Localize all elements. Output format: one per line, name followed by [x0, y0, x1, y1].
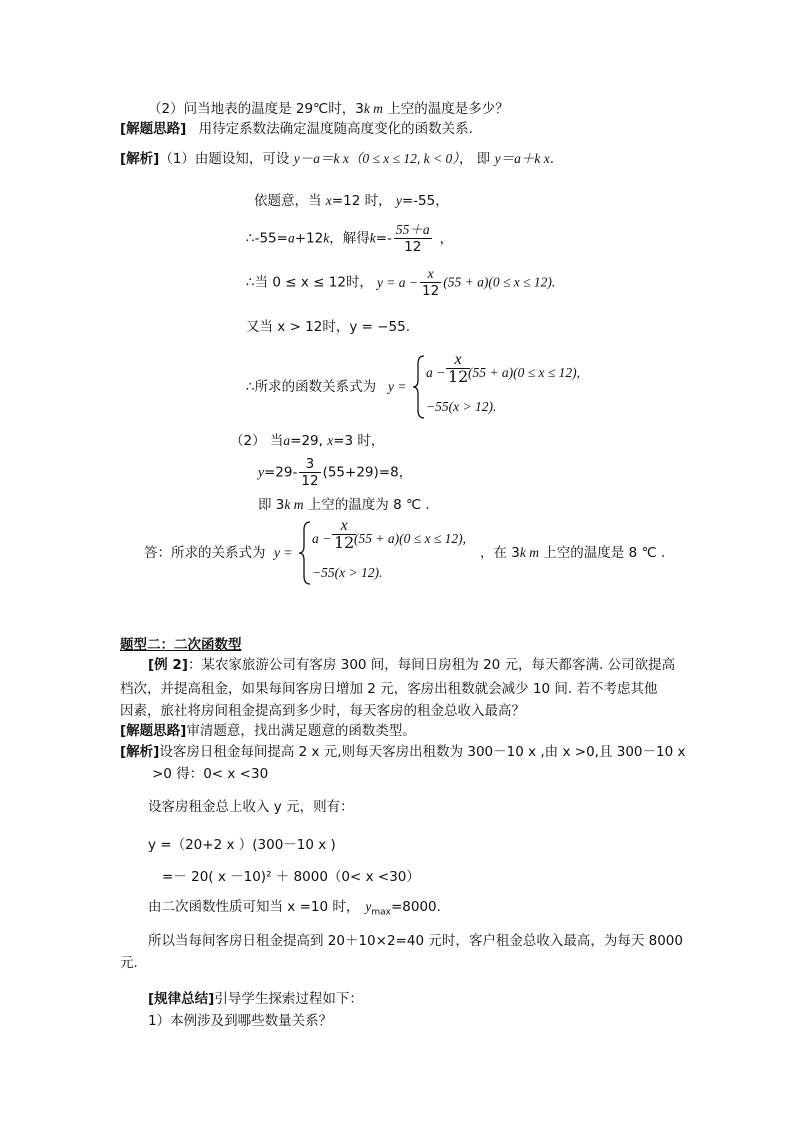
var-a: a [287, 230, 295, 246]
fraction-3-12-num: 3 [299, 456, 320, 473]
part-2-line [230, 432, 384, 450]
solution-intro: （1）由题设知，可设 [159, 151, 294, 167]
y-max-subscript: max [371, 907, 391, 918]
idea-line [120, 120, 473, 138]
solution-expr-1: y－a＝k x（0 ≤ x ≤ 12, k < 0） [293, 151, 459, 166]
answer-block [144, 517, 684, 588]
summary-label: [规律总结] [148, 991, 215, 1007]
summary-text: 引导学生探索过程如下： [214, 991, 363, 1007]
answer-row2: −55(x > 12). [312, 565, 383, 580]
idea-2-line [120, 722, 416, 740]
part-2-calc [258, 456, 412, 489]
part-2-result-km: k m [284, 497, 304, 512]
step-4 [246, 318, 410, 336]
step-1-b: =-55， [401, 193, 449, 209]
part-2-mid: =29, [290, 433, 328, 449]
summary-line [148, 990, 363, 1008]
step-1 [254, 192, 449, 210]
step-3-pre: ∴当 0 ≤ x ≤ 12时， [246, 274, 373, 291]
answer-num: x [332, 518, 356, 535]
piecewise-1-row1-b: (55 + a)(0 ≤ x ≤ 12), [468, 365, 581, 380]
var-y: y [395, 193, 402, 208]
fraction-3-12-den: 12 [301, 473, 319, 489]
solution-line [120, 150, 554, 168]
solution-2-text-6-post: =8000. [390, 899, 441, 915]
var-k-2: k [369, 230, 376, 246]
solution-2-line-6 [148, 898, 441, 922]
fraction-3-12 [299, 456, 320, 489]
answer-tail [480, 544, 665, 562]
solution-2-text-2: >0 得：0< x <30 [152, 766, 269, 782]
piecewise-1-label: ∴所求的函数关系式为 [246, 379, 377, 395]
question-2-text: （2）问当地表的温度是 29℃时，3 [148, 101, 364, 117]
brace-2 [298, 520, 312, 586]
brace-1 [412, 354, 426, 420]
answer-tail-a: ，在 3 [480, 545, 520, 561]
example-2-label: [例 2] [148, 657, 188, 673]
step-1-text: 依题意，当 [254, 193, 326, 209]
solution-2-text-5: =－ 20( x －10)² ＋ 8000（0< x <30） [162, 869, 420, 885]
step-4-text: 又当 x > 12时，y = −55. [246, 319, 411, 335]
answer-fraction [332, 518, 356, 551]
step-3 [246, 266, 555, 299]
idea-2-text: 审清题意，找出满足题意的函数类型。 [186, 723, 416, 739]
example-2-line-1 [148, 656, 675, 674]
solution-2-text-7: 所以当每间客房日租金提高到 20＋10×2=40 元时，客户租金总收入最高，为每天 8000 [148, 933, 683, 949]
part-2-result-post: 上空的温度为 8 ℃ . [303, 497, 430, 513]
unit-km: k m [363, 101, 383, 116]
idea-text: 用待定系数法确定温度随高度变化的函数关系. [198, 121, 473, 137]
step-1-a: =12 时， [331, 193, 396, 209]
part-2-calc-y: y [258, 464, 264, 480]
step-2 [246, 222, 453, 255]
solution-2-line-1 [120, 743, 685, 761]
fraction-x12 [420, 266, 441, 299]
answer-row1-b: (55 + a)(0 ≤ x ≤ 12), [354, 531, 467, 546]
solution-2-label: [解析] [120, 744, 160, 760]
solution-2-text-8: 元. [120, 955, 138, 971]
example-2-text-1: ：某农家旅游公司有客房 300 间，每间日房租为 20 元，每天都客满. 公司欲提高 [187, 657, 676, 673]
piecewise-1-y: y = [388, 379, 407, 394]
fraction-k [394, 222, 432, 255]
answer-km: k m [519, 545, 540, 560]
solution-expr-2: y＝a＋k x [494, 151, 550, 166]
step-2-eq: =- [375, 230, 392, 247]
var-x: x [325, 193, 332, 208]
idea-2-label: [解题思路] [120, 723, 187, 739]
question-2 [148, 100, 509, 118]
piecewise-1-num: x [446, 352, 470, 369]
answer-den: 12 [334, 533, 355, 552]
answer-row1-a: a − [312, 531, 332, 546]
example-2-text-3: 因素，旅社将房间租金提高到多少时，每天客房的租金总收入最高？ [120, 703, 525, 719]
part-2-pre: （2） 当 [230, 433, 284, 449]
solution-label: [解析] [120, 151, 160, 167]
part-2-result-pre: 即 3 [258, 497, 285, 513]
step-3-post: (55 + a)(0 ≤ x ≤ 12). [443, 274, 556, 290]
fraction-x12-num: x [420, 266, 441, 283]
example-2-text-2: 档次，并提高租金，如果每间客房日增加 2 元，客房出租数就会减少 10 间. 若不考虑其他 [120, 681, 658, 697]
solution-end: . [549, 151, 554, 167]
answer-label: 答：所求的关系式为 [144, 545, 266, 561]
section-title-type-2: 题型二：二次函数型 [120, 637, 242, 653]
y-max-var: y [365, 899, 372, 914]
solution-2-text-4: y =（20+2 x ）(300－10 x ) [148, 837, 336, 853]
answer-y: y = [274, 545, 293, 560]
step-3-y: y = a − [376, 274, 419, 290]
idea-label: [解题思路] [120, 121, 187, 137]
part-2-x: x [327, 433, 334, 448]
piecewise-1-row1-a: a − [426, 365, 446, 380]
fraction-k-num: 55＋a [395, 222, 430, 237]
summary-item-1: 1）本例涉及到哪些数量关系？ [148, 1013, 333, 1029]
piecewise-1-den: 12 [448, 367, 469, 386]
part-2-a: a [283, 433, 291, 448]
fraction-x12-den: 12 [422, 283, 440, 299]
step-2-mid: +12 [294, 230, 324, 247]
answer-tail-b: 上空的温度是 8 ℃ . [539, 545, 666, 561]
solution-2-text-1: 设客房日租金每间提高 2 x 元,则每天客房出租数为 300－10 x ,由 x >0,且 300－10 x [159, 744, 686, 760]
solution-2-text-6: 由二次函数性质可知当 x =10 时， [148, 899, 360, 915]
part-2-result [258, 496, 430, 514]
part-2-calc-post: (55+29)=8， [322, 464, 413, 481]
step-2-pre: ∴-55= [246, 230, 288, 247]
piecewise-1-fraction [446, 352, 470, 385]
step-2-end: ， [439, 230, 454, 247]
question-2-tail: 上空的温度是多少？ [382, 101, 509, 117]
solution-mid: ， 即 [459, 151, 495, 167]
solution-2-text-3: 设客房租金总上收入 y 元，则有： [148, 799, 354, 815]
piecewise-1-row2: −55(x > 12). [426, 399, 497, 414]
part-2-end: =3 时， [333, 433, 385, 449]
part-2-calc-pre: =29- [264, 464, 298, 481]
var-k: k [323, 230, 330, 246]
step-2-post: ，解得 [329, 230, 370, 247]
piecewise-1 [246, 351, 606, 422]
fraction-k-den: 12 [404, 239, 422, 255]
